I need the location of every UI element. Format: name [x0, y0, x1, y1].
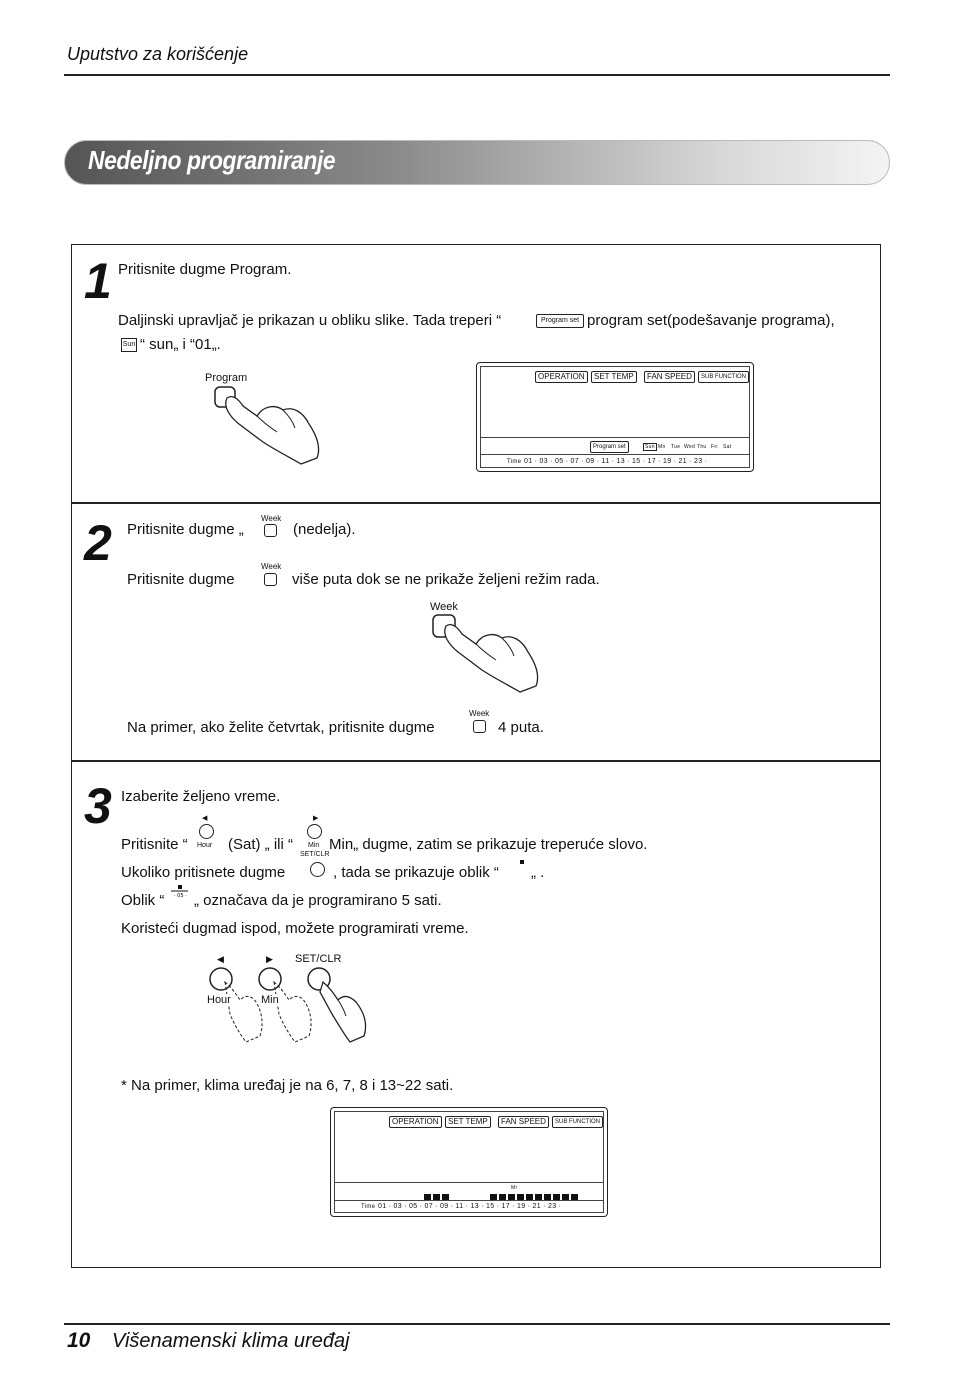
- step-1-line-2b: program set(podešavanje programa),: [587, 312, 835, 329]
- step-2-line-3a: Na primer, ako želite četvrtak, pritisnite dugme: [127, 719, 435, 736]
- week-button-icon-2: [264, 573, 277, 586]
- lcd-time-label: Time: [507, 459, 522, 465]
- lcd-day-sun: Sun: [645, 444, 655, 450]
- lcd-day-wed: Wed: [684, 444, 696, 450]
- svg-text:· 05 ·: · 05 ·: [174, 893, 187, 898]
- step-2-line-1b: (nedelja).: [293, 521, 356, 538]
- week-small-label-1: Week: [261, 514, 282, 523]
- lcd2-time-scale: 01 · 03 · 05 · 07 · 09 · 11 · 13 · 15 · 17 · 19 · 21 · 23 ·: [378, 1203, 562, 1210]
- step-2-line-2b: više puta dok se ne prikaže željeni režim rada.: [292, 571, 600, 588]
- section-title: Nedeljno programiranje: [88, 145, 336, 175]
- setclr-button-label: SET/CLR: [295, 953, 342, 965]
- lcd2-tag-fan-speed: FAN SPEED: [498, 1116, 549, 1128]
- lcd2-mark: Mr: [511, 1185, 518, 1191]
- setclr-button-icon: [310, 862, 325, 877]
- step-3-example: * Na primer, klima uređaj je na 6, 7, 8 i 13~22 sati.: [121, 1077, 454, 1094]
- setclr-small-label: SET/CLR: [300, 851, 330, 858]
- week-button-icon-3: [473, 720, 486, 733]
- hour-small-label: Hour: [197, 842, 213, 849]
- right-arrow-small-icon: ▶: [313, 815, 319, 822]
- min-arrow-icon: ▶: [266, 954, 273, 964]
- step-3-line-2c: Min„ dugme, zatim se prikazuje treperuće slovo.: [329, 836, 648, 853]
- segment-mark-icon: [520, 860, 524, 864]
- lcd-tag-sub-function: SUB FUNCTION: [698, 371, 749, 383]
- segment-05-icon: [170, 884, 190, 898]
- page-header-title: Uputstvo za korišćenje: [67, 44, 249, 64]
- header-rule: [64, 74, 890, 76]
- lcd-day-fri: Fri: [711, 444, 718, 450]
- left-arrow-small-icon: ◀: [202, 815, 208, 822]
- step-3-line-2b: (Sat) „ ili “: [228, 836, 293, 853]
- lcd-time-scale: 01 · 03 · 05 · 07 · 09 · 11 · 13 · 15 · 17 · 19 · 21 · 23 ·: [524, 458, 708, 465]
- min-small-label: Min: [308, 842, 320, 849]
- program-set-icon: Program set: [536, 314, 584, 328]
- step-1-line-1: Pritisnite dugme Program.: [118, 261, 292, 278]
- step-3-line-5: Koristeći dugmad ispod, možete programirati vreme.: [121, 920, 469, 937]
- min-button-icon: [307, 824, 322, 839]
- min-button-label: Min: [261, 994, 279, 1006]
- step-1-line-3: “ sun„ i “01„.: [140, 336, 221, 353]
- step-3-line-4a: Oblik “: [121, 892, 165, 909]
- hour-button-icon: [199, 824, 214, 839]
- hour-button-label: Hour: [207, 994, 231, 1006]
- lcd-day-thu: Thu: [697, 444, 707, 450]
- step-3-line-3c: „ .: [531, 864, 545, 881]
- lcd-display-2: [330, 1107, 608, 1217]
- lcd2-tag-set-temp: SET TEMP: [445, 1116, 491, 1128]
- step-3-line-3b: , tada se prikazuje oblik “: [333, 864, 499, 881]
- hand-pressing-program-icon: [205, 384, 330, 466]
- hour-arrow-icon: ◀: [217, 954, 224, 964]
- lcd2-tag-operation: OPERATION: [389, 1116, 442, 1128]
- step-2-number: 2: [84, 515, 112, 571]
- step-3-line-4b: „ označava da je programirano 5 sati.: [194, 892, 442, 909]
- hand-pressing-week-icon: [428, 612, 553, 694]
- footer-rule: [64, 1323, 890, 1325]
- lcd-tag-fan-speed: FAN SPEED: [644, 371, 695, 383]
- step-3-line-2a: Pritisnite “: [121, 836, 188, 853]
- lcd-day-sat: Sat: [723, 444, 732, 450]
- program-button-label: Program: [205, 372, 248, 384]
- week-small-label-2: Week: [261, 562, 282, 571]
- lcd-program-set: Program set: [590, 441, 629, 453]
- sun-icon: Sun: [121, 338, 137, 352]
- step-divider-2: [71, 760, 881, 762]
- step-3-number: 3: [84, 778, 112, 834]
- lcd-display-1: [476, 362, 754, 472]
- lcd-day-tue: Tue: [671, 444, 681, 450]
- lcd2-tag-sub-function: SUB FUNCTION: [552, 1116, 603, 1128]
- step-3-line-3a: Ukoliko pritisnete dugme: [121, 864, 286, 881]
- lcd2-time-label: Time: [361, 1204, 376, 1210]
- week-button-label: Week: [430, 601, 458, 613]
- week-button-icon-1: [264, 524, 277, 537]
- lcd-day-mon: Mn: [658, 444, 666, 450]
- step-3-line-1: Izaberite željeno vreme.: [121, 788, 281, 805]
- week-small-label-3: Week: [469, 709, 490, 718]
- step-2-line-3b: 4 puta.: [498, 719, 544, 736]
- step-divider-1: [71, 502, 881, 504]
- step-2-line-1a: Pritisnite dugme „: [127, 521, 244, 538]
- step-2-line-2a: Pritisnite dugme: [127, 571, 235, 588]
- step-1-number: 1: [84, 253, 112, 309]
- lcd-tag-set-temp: SET TEMP: [591, 371, 637, 383]
- step-1-line-2a: Daljinski upravljač je prikazan u obliku slike. Tada treperi “: [118, 312, 502, 329]
- page-number: 10: [67, 1329, 91, 1352]
- footer-title: Višenamenski klima uređaj: [112, 1330, 350, 1352]
- lcd-tag-operation: OPERATION: [535, 371, 588, 383]
